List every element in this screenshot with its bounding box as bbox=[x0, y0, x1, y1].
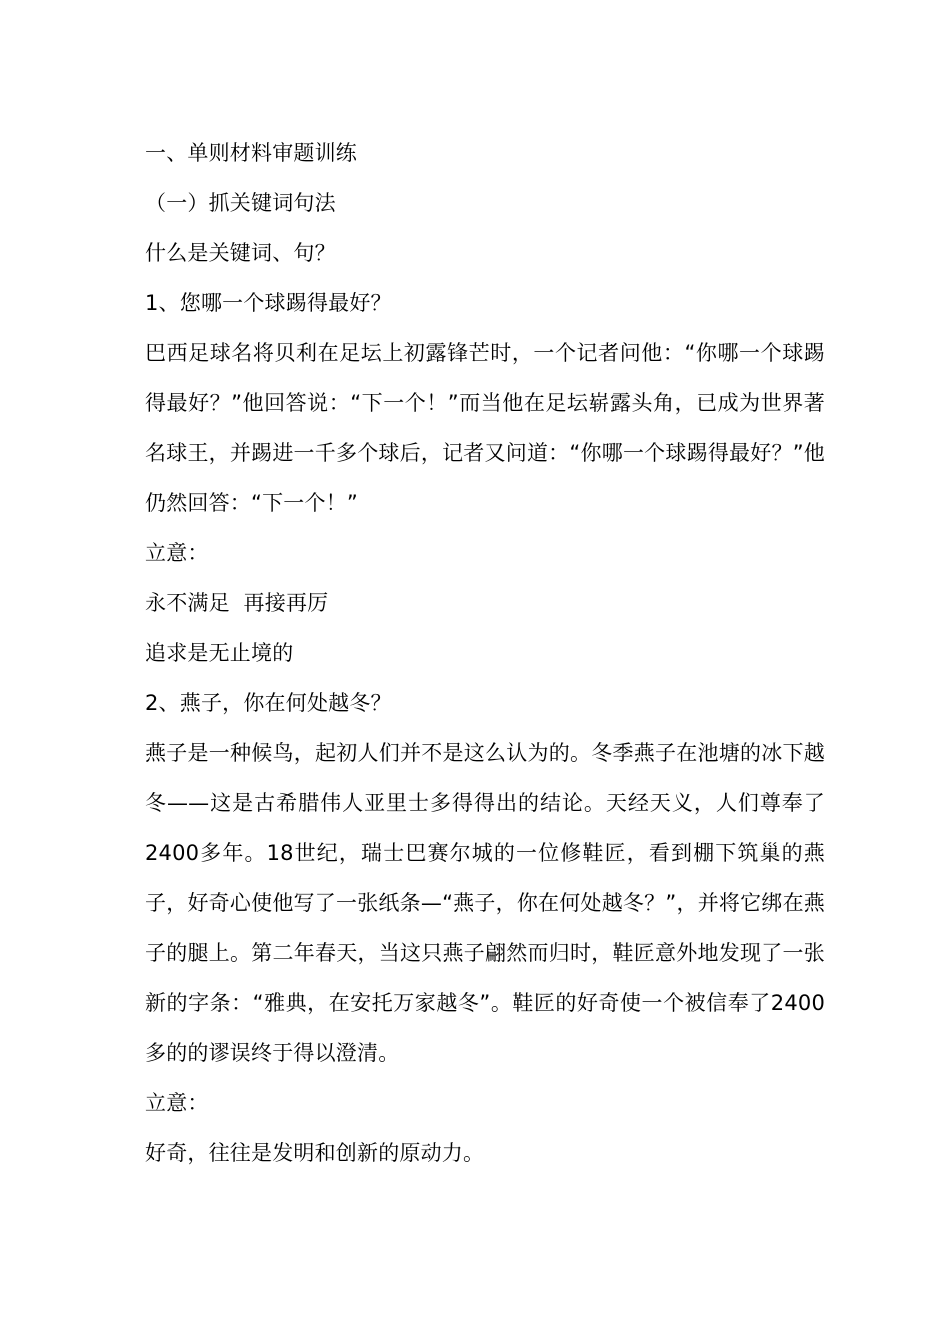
example-1-paragraph: 巴西足球名将贝利在足坛上初露锋芒时，一个记者问他：“你哪一个球踢得最好？”他回答说：“下一个！”而当他在足坛崭露头角，已成为世界著名球王，并踢进一千多个球后，记者又问道：“你哪一个球踢得最好？”他仍然回答：“下一个！” bbox=[145, 341, 825, 515]
example-2-title: 2、燕子，你在何处越冬？ bbox=[145, 691, 392, 715]
document-body bbox=[145, 128, 825, 1178]
section-heading: 一、单则材料审题训练 bbox=[145, 141, 357, 165]
example-2-intent-1: 好奇，往往是发明和创新的原动力。 bbox=[145, 1141, 485, 1165]
example-1-intent-label: 立意： bbox=[145, 541, 209, 565]
example-1-intent-1: 永不满足 再接再厉 bbox=[145, 591, 329, 615]
example-2-paragraph: 燕子是一种候鸟，起初人们并不是这么认为的。冬季燕子在池塘的冰下越冬——这是古希腊伟人亚里士多得得出的结论。天经天义，人们尊奉了2400多年。18世纪，瑞士巴赛尔城的一位修鞋匠，看到棚下筑巢的燕子，好奇心使他写了一张纸条—“燕子，你在何处越冬？”，并将它绑在燕子的腿上。第二年春天，当这只燕子翩然而归时，鞋匠意外地发现了一张新的字条：“雅典，在安托万家越冬”。鞋匠的好奇使一个被信奉了2400多的的谬误终于得以澄清。 bbox=[145, 741, 825, 1065]
question-line: 什么是关键词、句？ bbox=[145, 241, 336, 265]
subsection-heading: （一）抓关键词句法 bbox=[145, 191, 336, 215]
example-1-title: 1、您哪一个球踢得最好？ bbox=[145, 291, 392, 315]
example-1-intent-2: 追求是无止境的 bbox=[145, 641, 294, 665]
example-2-intent-label: 立意： bbox=[145, 1091, 209, 1115]
